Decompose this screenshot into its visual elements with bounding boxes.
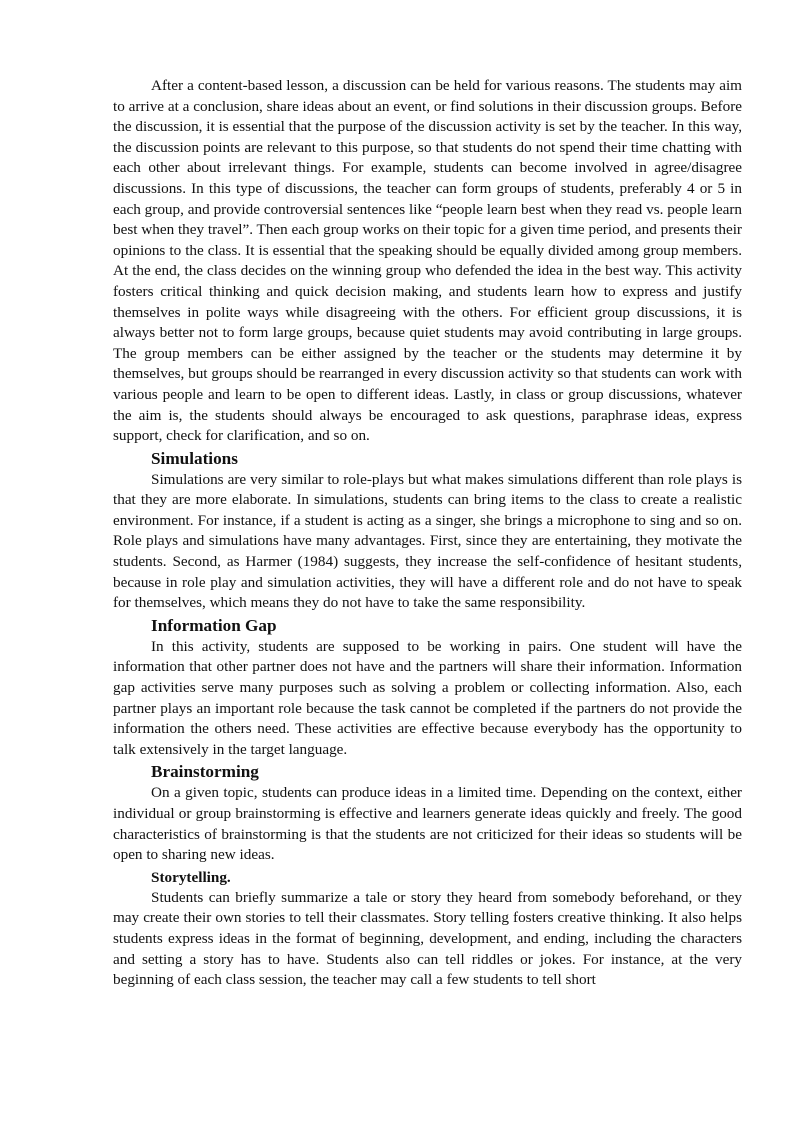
document-page <box>113 76 742 991</box>
paragraph-storytelling: Students can briefly summarize a tale or story they heard from somebody beforehand, or they may create their own stories to tell their classmates. Story telling fosters creative thinking. It also helps students express ideas in the format of beginning, development, and ending, including the characters and setting a story has to have. Students also can tell riddles or jokes. For instance, at the very beginning of each class session, the teacher may call a few students to tell short <box>113 888 742 989</box>
heading-simulations: Simulations <box>151 448 238 468</box>
paragraph-information-gap: In this activity, students are supposed to be working in pairs. One student will have the information that other partner does not have and the partners will share their information. Information gap activities serve many purposes such as solving a problem or collecting information. Also, each partner plays an important role because the task cannot be completed if the partners do not provide the information the others need. These activities are effective because everybody has the opportunity to talk extensively in the target language. <box>113 637 742 758</box>
paragraph-brainstorming: On a given topic, students can produce ideas in a limited time. Depending on the context, either individual or group brainstorming is effective and learners generate ideas quickly and freely. The good characteristics of brainstorming is that the students are not criticized for their ideas so students will be open to sharing new ideas. <box>113 784 742 864</box>
heading-information-gap: Information Gap <box>151 615 277 635</box>
heading-brainstorming: Brainstorming <box>151 762 259 782</box>
paragraph-simulations: Simulations are very similar to role-plays but what makes simulations different than role plays is that they are more elaborate. In simulations, students can bring items to the class to create a realistic environment. For instance, if a student is acting as a singer, she brings a microphone to sing and so on. Role plays and simulations have many advantages. First, since they are entertaining, they motivate the students. Second, as Harmer (1984) suggests, they increase the self-confidence of hesitant students, because in role play and simulation activities, they will have a different role and do not have to speak for themselves, which means they do not have to take the same responsibility. <box>113 470 742 612</box>
paragraph-discussion: After a content-based lesson, a discussion can be held for various reasons. The students may aim to arrive at a conclusion, share ideas about an event, or find solutions in their discussion groups. Before the discussion, it is essential that the purpose of the discussion activity is set by the teacher. In this way, the discussion points are relevant to this purpose, so that students do not spend their time chatting with each other about irrelevant things. For example, students can become involved in agree/disagree discussions. In this type of discussions, the teacher can form groups of students, preferably 4 or 5 in each group, and provide controversial sentences like “people learn best when they read vs. people learn best when they travel”. Then each group works on their topic for a given time period, and presents their opinions to the class. It is essential that the speaking should be equally divided among group members. At the end, the class decides on the winning group who defended the idea in the best way. This activity fosters critical thinking and quick decision making, and students learn how to express and justify themselves in polite ways while disagreeing with the others. For efficient group discussions, it is always better not to form large groups, because quiet students may avoid contributing in large groups. The group members can be either assigned by the teacher or the students may determine it by themselves, but groups should be rearranged in every discussion activity so that students can work with various people and learn to be open to different ideas. Lastly, in class or group discussions, whatever the aim is, the students should always be encouraged to ask questions, paraphrase ideas, express support, check for clarification, and so on. <box>113 77 742 445</box>
heading-storytelling: Storytelling. <box>151 868 231 886</box>
